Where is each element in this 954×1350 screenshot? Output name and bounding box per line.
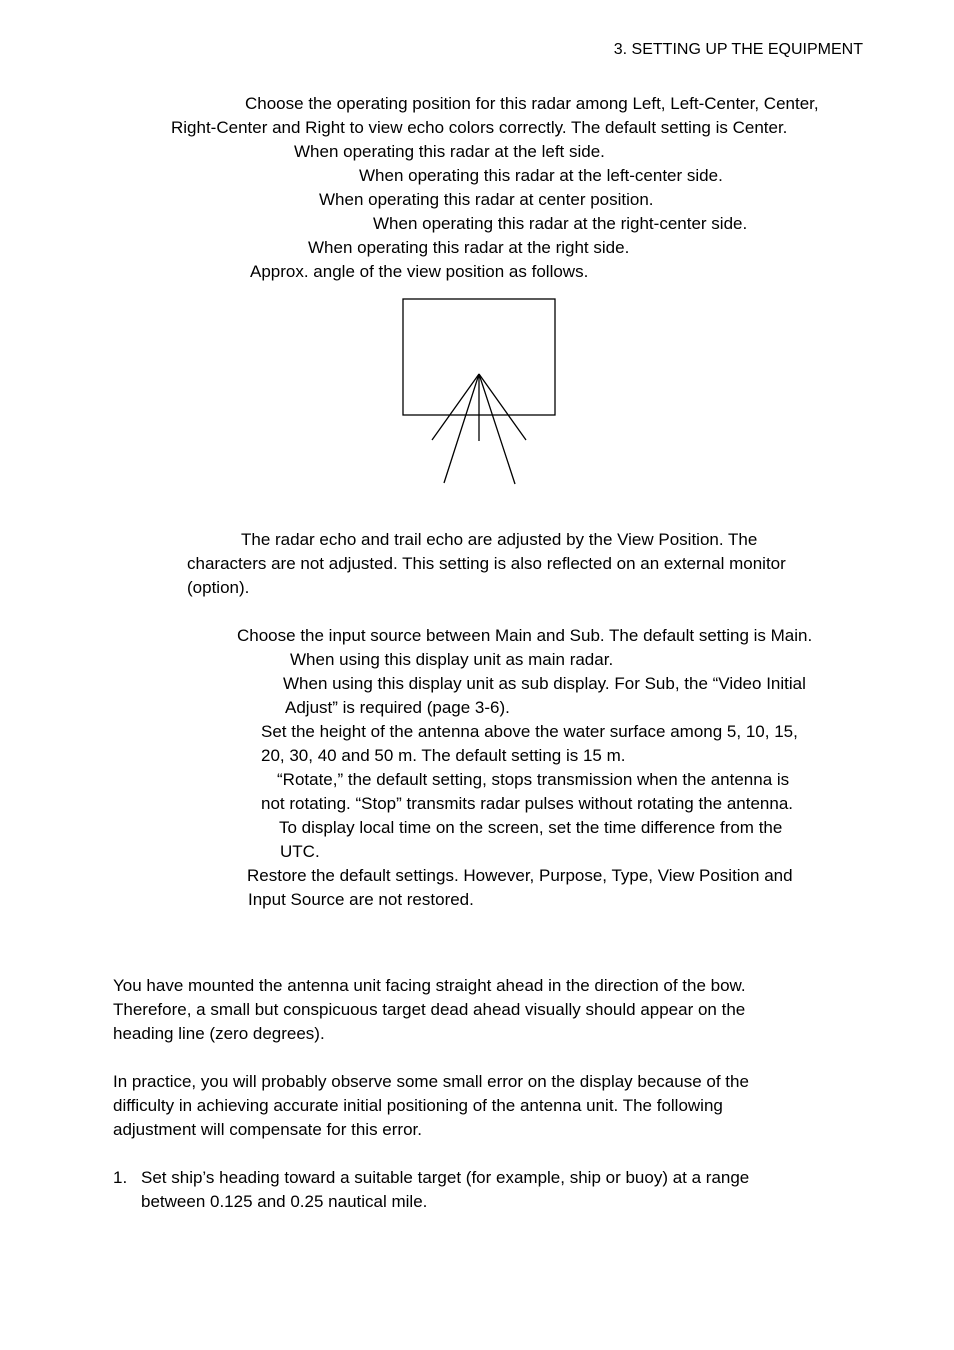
defaults-line2: Input Source are not restored. [248,890,474,909]
antenna-height-line2: 20, 30, 40 and 50 m. The default setting is 15 m. [261,746,626,765]
input-source-main: When using this display unit as main radar. [290,650,614,669]
note-line1: The radar echo and trail echo are adjusted by the View Position. The [241,530,758,549]
heading-para2-line1: In practice, you will probably observe some small error on the display because of the [113,1072,749,1091]
view-position-text-line1: Choose the operating position for this radar among Left, Left-Center, Center, [245,94,819,113]
view-line-left [432,374,479,440]
view-position-text-line2: Right-Center and Right to view echo colors correctly. The default setting is Center. [171,118,788,137]
view-angle-text: Approx. angle of the view position as follows. [250,262,589,281]
heading-para2-line3: adjustment will compensate for this error. [113,1120,422,1139]
view-position-center: When operating this radar at center position. [319,190,654,209]
input-source-line1: Choose the input source between Main and Sub. The default setting is Main. [237,626,813,645]
input-source-sub-line2: Adjust” is required (page 3-6). [285,698,510,717]
heading-para1-line1: You have mounted the antenna unit facing straight ahead in the direction of the bow. [113,976,746,995]
view-position-right-center: When operating this radar at the right-center side. [373,214,748,233]
input-source-sub-line1: When using this display unit as sub display. For Sub, the “Video Initial [283,674,806,693]
view-position-left: When operating this radar at the left side. [294,142,605,161]
step1-line2: between 0.125 and 0.25 nautical mile. [141,1192,428,1211]
note-line2: characters are not adjusted. This setting is also reflected on an external monitor [187,554,786,573]
heading-para1-line3: heading line (zero degrees). [113,1024,325,1043]
step1-line1: Set ship’s heading toward a suitable target (for example, ship or buoy) at a range [141,1168,750,1187]
view-position-left-center: When operating this radar at the left-center side. [359,166,723,185]
section-header: 3. SETTING UP THE EQUIPMENT [613,41,863,58]
view-line-left-center [444,374,479,483]
view-line-right [479,374,526,440]
heading-para2-line2: difficulty in achieving accurate initial positioning of the antenna unit. The following [113,1096,723,1115]
antenna-rotation-line1: “Rotate,” the default setting, stops transmission when the antenna is [277,770,790,789]
view-position-right: When operating this radar at the right side. [308,238,630,257]
time-diff-line2: UTC. [280,842,320,861]
defaults-line1: Restore the default settings. However, Purpose, Type, View Position and [247,866,793,885]
antenna-height-line1: Set the height of the antenna above the water surface among 5, 10, 15, [261,722,798,741]
note-line3: (option). [187,578,250,597]
view-line-right-center [479,374,515,484]
time-diff-line1: To display local time on the screen, set the time difference from the [279,818,783,837]
antenna-rotation-line2: not rotating. “Stop” transmits radar pulses without rotating the antenna. [261,794,794,813]
heading-para1-line2: Therefore, a small but conspicuous target dead ahead visually should appear on the [113,1000,746,1019]
step-number: 1. [113,1168,128,1187]
